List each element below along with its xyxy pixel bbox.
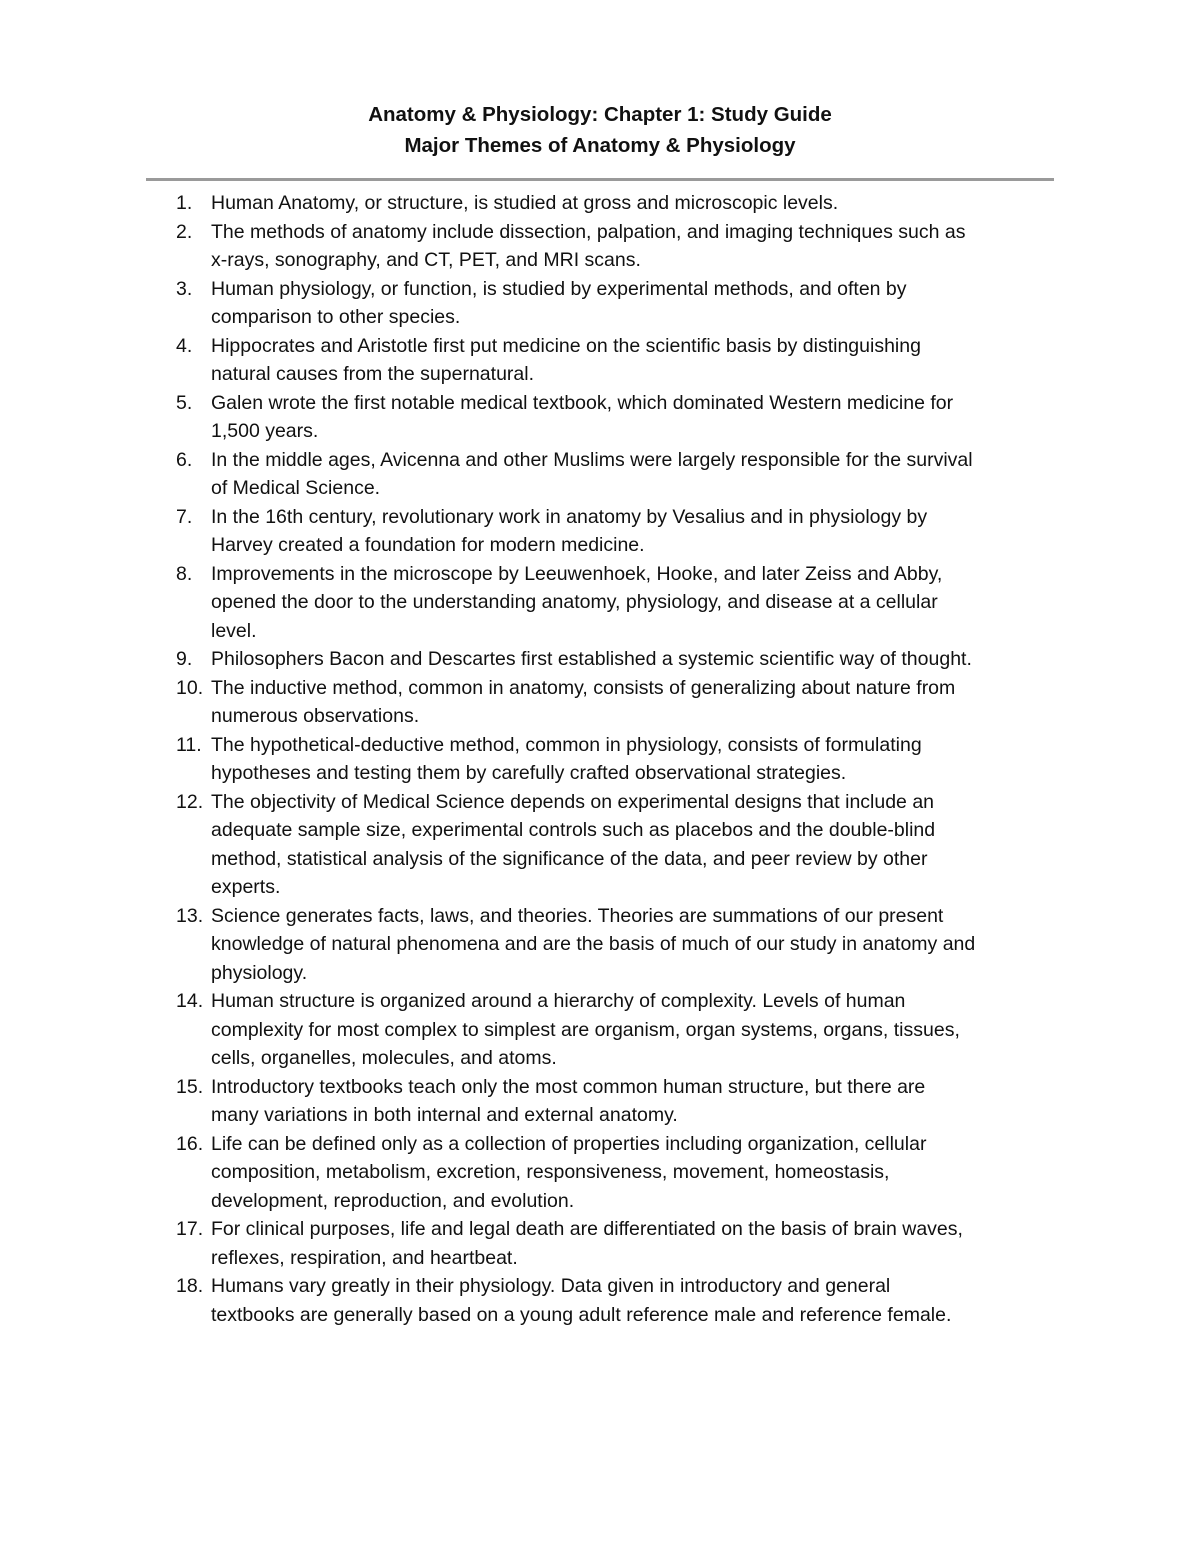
list-item-text xyxy=(211,788,1081,902)
list-item xyxy=(0,1130,1200,1216)
list-item-text xyxy=(211,1215,1081,1272)
list-item xyxy=(0,389,1200,446)
list-item-number: 7. xyxy=(176,505,193,528)
list-item xyxy=(0,788,1200,902)
list-item-number: 15. xyxy=(176,1075,204,1098)
list-item-line: In the middle ages, Avicenna and other Muslims were largely responsible for the survival xyxy=(211,448,973,471)
list-item-number: 16. xyxy=(176,1132,204,1155)
list-item xyxy=(0,987,1200,1073)
list-item-number: 12. xyxy=(176,790,204,813)
list-item-line: reflexes, respiration, and heartbeat. xyxy=(211,1246,518,1269)
list-item-text xyxy=(211,503,1081,560)
list-item-number: 6. xyxy=(176,448,193,471)
list-item-line: Human Anatomy, or structure, is studied at gross and microscopic levels. xyxy=(211,192,839,214)
list-item xyxy=(0,218,1200,275)
list-item xyxy=(0,731,1200,788)
list-item-line: knowledge of natural phenomena and are the basis of much of our study in anatomy and xyxy=(211,933,976,955)
list-item-text xyxy=(211,731,1081,788)
list-item-line: many variations in both internal and external anatomy. xyxy=(211,1104,678,1126)
themes-list xyxy=(0,189,1200,1329)
list-item-line: natural causes from the supernatural. xyxy=(211,363,535,385)
list-item-line: physiology. xyxy=(211,961,308,984)
list-item-line: comparison to other species. xyxy=(211,306,461,328)
list-item-text xyxy=(211,1073,1081,1130)
list-item-line: adequate sample size, experimental controls such as placebos and the double-blind xyxy=(211,819,936,841)
list-item-line: Science generates facts, laws, and theories. Theories are summations of our present xyxy=(211,904,944,927)
list-item xyxy=(0,1215,1200,1272)
list-item-number: 13. xyxy=(176,904,204,927)
list-item-line: The objectivity of Medical Science depends on experimental designs that include an xyxy=(211,790,935,813)
list-item-line: numerous observations. xyxy=(211,705,420,727)
list-item-text xyxy=(211,560,1081,646)
list-item-text xyxy=(211,332,1081,389)
list-item-number: 2. xyxy=(176,220,193,243)
list-item-line: The methods of anatomy include dissection, palpation, and imaging techniques such as xyxy=(211,220,966,243)
list-item-number: 14. xyxy=(176,990,204,1012)
list-item xyxy=(0,503,1200,560)
list-item-line: 1,500 years. xyxy=(211,420,319,442)
list-item-line: Human physiology, or function, is studied by experimental methods, and often by xyxy=(211,277,907,300)
list-item-line: textbooks are generally based on a young adult reference male and reference female. xyxy=(211,1303,952,1326)
document-subtitle: Major Themes of Anatomy & Physiology xyxy=(404,134,796,157)
list-item xyxy=(0,446,1200,503)
list-item xyxy=(0,275,1200,332)
list-item-text xyxy=(211,389,1081,446)
list-item-number: 3. xyxy=(176,277,193,300)
list-item-number: 1. xyxy=(176,192,193,214)
list-item-line: Humans vary greatly in their physiology. Data given in introductory and general xyxy=(211,1275,891,1297)
list-item-line: Galen wrote the first notable medical textbook, which dominated Western medicine for xyxy=(211,391,954,414)
list-item-number: 4. xyxy=(176,334,193,357)
list-item-number: 17. xyxy=(176,1218,204,1240)
list-item xyxy=(0,560,1200,646)
list-item xyxy=(0,332,1200,389)
list-item-line: Harvey created a foundation for modern medicine. xyxy=(211,534,645,556)
list-item-line: opened the door to the understanding anatomy, physiology, and disease at a cellular xyxy=(211,591,938,613)
list-item-text xyxy=(211,189,1081,218)
list-item-number: 10. xyxy=(176,676,204,699)
list-item-text xyxy=(211,902,1081,988)
list-item-line: x-rays, sonography, and CT, PET, and MRI scans. xyxy=(211,249,641,271)
list-item-text xyxy=(211,987,1081,1073)
list-item-line: Human structure is organized around a hierarchy of complexity. Levels of human xyxy=(211,990,906,1012)
list-item-number: 5. xyxy=(176,391,193,414)
document-title: Anatomy & Physiology: Chapter 1: Study Guide xyxy=(368,103,832,126)
list-item-number: 18. xyxy=(176,1275,204,1297)
list-item-text xyxy=(211,1130,1081,1216)
list-item xyxy=(0,189,1200,218)
list-item-line: level. xyxy=(211,619,257,642)
list-item xyxy=(0,645,1200,674)
list-item-line: For clinical purposes, life and legal death are differentiated on the basis of brain waves, xyxy=(211,1218,963,1240)
list-item-line: Introductory textbooks teach only the most common human structure, but there are xyxy=(211,1075,926,1098)
list-item-line: complexity for most complex to simplest are organism, organ systems, organs, tissues, xyxy=(211,1018,960,1041)
list-item-line: hypotheses and testing them by carefully crafted observational strategies. xyxy=(211,762,847,784)
list-item-line: of Medical Science. xyxy=(211,477,381,499)
horizontal-divider xyxy=(146,178,1054,181)
list-item-text xyxy=(211,446,1081,503)
list-item-line: The hypothetical-deductive method, common in physiology, consists of formulating xyxy=(211,733,922,756)
list-item-line: The inductive method, common in anatomy, consists of generalizing about nature from xyxy=(211,676,956,699)
list-item-line: Philosophers Bacon and Descartes first established a systemic scientific way of thought. xyxy=(211,648,972,670)
list-item-text xyxy=(211,674,1081,731)
list-item-text xyxy=(211,1272,1081,1329)
list-item-line: Hippocrates and Aristotle first put medicine on the scientific basis by distinguishing xyxy=(211,334,921,357)
list-item-line: method, statistical analysis of the significance of the data, and peer review by other xyxy=(211,847,928,870)
list-item-line: cells, organelles, molecules, and atoms. xyxy=(211,1047,557,1069)
list-item-text xyxy=(211,645,1081,674)
list-item xyxy=(0,1073,1200,1130)
list-item-line: experts. xyxy=(211,876,281,898)
list-item-line: Improvements in the microscope by Leeuwenhoek, Hooke, and later Zeiss and Abby, xyxy=(211,562,943,585)
list-item-text xyxy=(211,218,1081,275)
list-item xyxy=(0,674,1200,731)
list-item-text xyxy=(211,275,1081,332)
list-item-number: 9. xyxy=(176,648,193,670)
list-item-number: 8. xyxy=(176,562,193,585)
list-item-line: composition, metabolism, excretion, responsiveness, movement, homeostasis, xyxy=(211,1161,890,1183)
document-header xyxy=(0,99,1200,161)
list-item-line: In the 16th century, revolutionary work in anatomy by Vesalius and in physiology by xyxy=(211,505,928,528)
list-item xyxy=(0,902,1200,988)
list-item-number: 11. xyxy=(176,733,202,756)
list-item-line: development, reproduction, and evolution. xyxy=(211,1189,575,1212)
list-item xyxy=(0,1272,1200,1329)
list-item-line: Life can be defined only as a collection of properties including organization, cellular xyxy=(211,1132,927,1155)
